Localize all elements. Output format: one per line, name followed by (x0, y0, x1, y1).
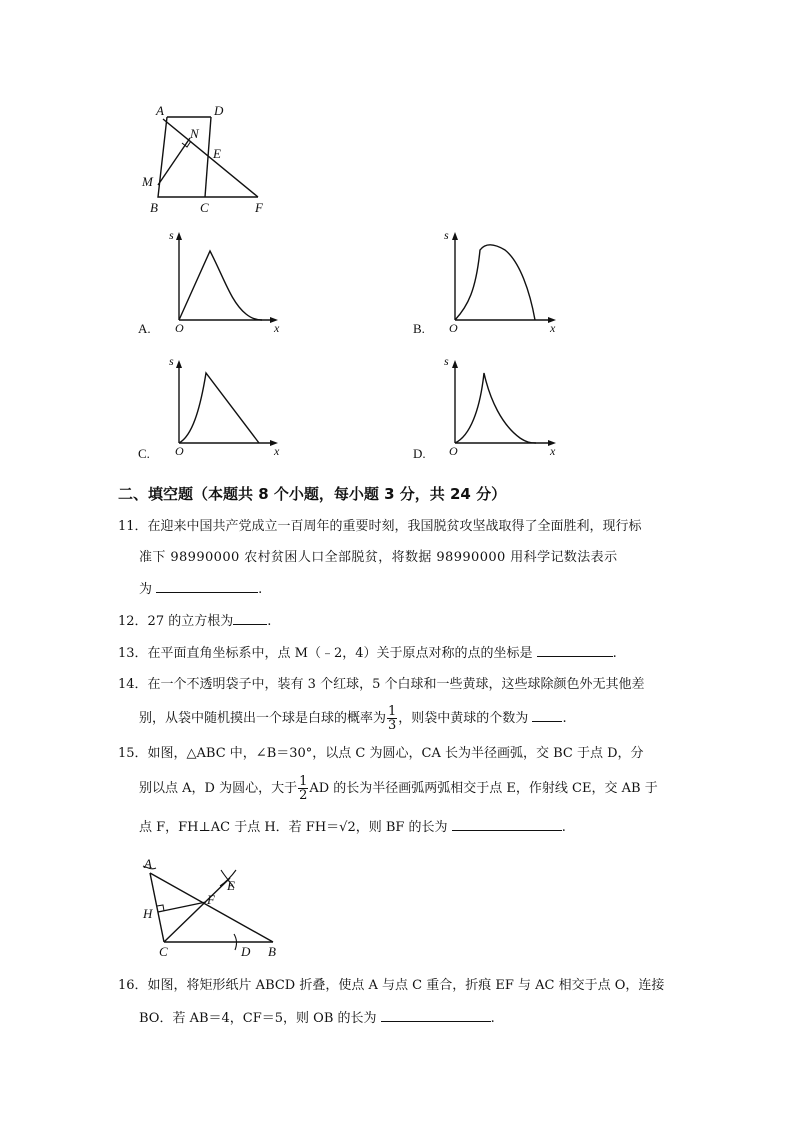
label-D: D (214, 103, 224, 118)
svg-text:O: O (449, 444, 458, 458)
q16-line1: 16．如图，将矩形纸片 ABCD 折叠，使点 A 与点 C 重合，折痕 EF 与 AC 相交于点 O，连接 (118, 978, 665, 993)
svg-text:x: x (274, 321, 280, 335)
svg-text:C: C (159, 944, 168, 959)
q13: 13．在平面直角坐标系中，点 M（﹣2，4）关于原点对称的点的坐标是 . (118, 642, 617, 665)
svg-text:x: x (550, 444, 556, 458)
option-d-label[interactable]: D. (413, 446, 426, 461)
svg-text:s: s (444, 228, 449, 242)
q14-line1: 14．在一个不透明袋子中，装有 3 个红球，5 个白球和一些黄球，这些球除颜色外无其他差 (118, 677, 645, 692)
label-A: A (156, 103, 164, 118)
svg-text:x: x (274, 444, 280, 458)
q11-line1: 11．在迎来中国共产党成立一百周年的重要时刻，我国脱贫攻坚战取得了全面胜利，现行标 (118, 519, 642, 534)
q15-line2: 别以点 A，D 为圆心，大于 $\frac{1}{2}$ AD 的长为半径画弧两弧相交于点 E，作射线 CE，交 AB 于 (139, 774, 658, 803)
q14-fraction: $\frac{1}{3}$ (388, 704, 397, 733)
svg-text:s: s (169, 228, 174, 242)
svg-text:B: B (268, 944, 276, 959)
q16-line2: BO．若 AB＝4，CF＝5，则 OB 的长为 . (139, 1007, 495, 1030)
q15-fraction: $\frac{1}{2}$ (299, 774, 308, 803)
q11-line3: 为 . (139, 578, 262, 601)
label-F: F (255, 200, 263, 215)
svg-text:O: O (449, 321, 458, 335)
svg-text:x: x (550, 321, 556, 335)
svg-text:s: s (169, 354, 174, 368)
q15-line3: 点 F，FH⊥AC 于点 H．若 FH＝√2，则 BF 的长为 . (139, 816, 566, 839)
segment-FH (158, 902, 206, 912)
svg-text:D: D (241, 944, 251, 959)
section-title: 二、填空题（本题共 8 个小题，每小题 3 分，共 24 分） (118, 485, 507, 503)
label-C: C (200, 200, 209, 215)
label-B: B (150, 200, 158, 215)
q15-line1: 15．如图，△ABC 中，∠B＝30°，以点 C 为圆心，CA 长为半径画弧，交 BC 于点 D，分 (118, 746, 644, 761)
svg-text:s: s (444, 354, 449, 368)
svg-text:E: E (227, 878, 235, 893)
q11-line2: 准下 98990000 农村贫困人口全部脱贫，将数据 98990000 用科学记数法表示 (139, 550, 618, 565)
q12: 12．27 的立方根为 . (118, 610, 271, 633)
option-a-label[interactable]: A. (138, 321, 151, 336)
label-N: N (190, 126, 199, 141)
segment-AB (150, 873, 273, 942)
q16-answer-blank[interactable] (381, 1007, 491, 1022)
option-c-label[interactable]: C. (138, 446, 150, 461)
q14-line2: 别，从袋中随机摸出一个球是白球的概率为 $\frac{1}{3}$ ，则袋中黄球的个数为 . (139, 704, 567, 733)
label-E: E (213, 146, 221, 161)
svg-text:O: O (175, 444, 184, 458)
label-M: M (142, 174, 153, 189)
svg-text:O: O (175, 321, 184, 335)
ray-CE (164, 878, 230, 942)
option-b-label[interactable]: B. (413, 321, 425, 336)
svg-text:A: A (144, 856, 152, 871)
svg-text:H: H (143, 906, 153, 921)
svg-text:F: F (207, 892, 215, 907)
